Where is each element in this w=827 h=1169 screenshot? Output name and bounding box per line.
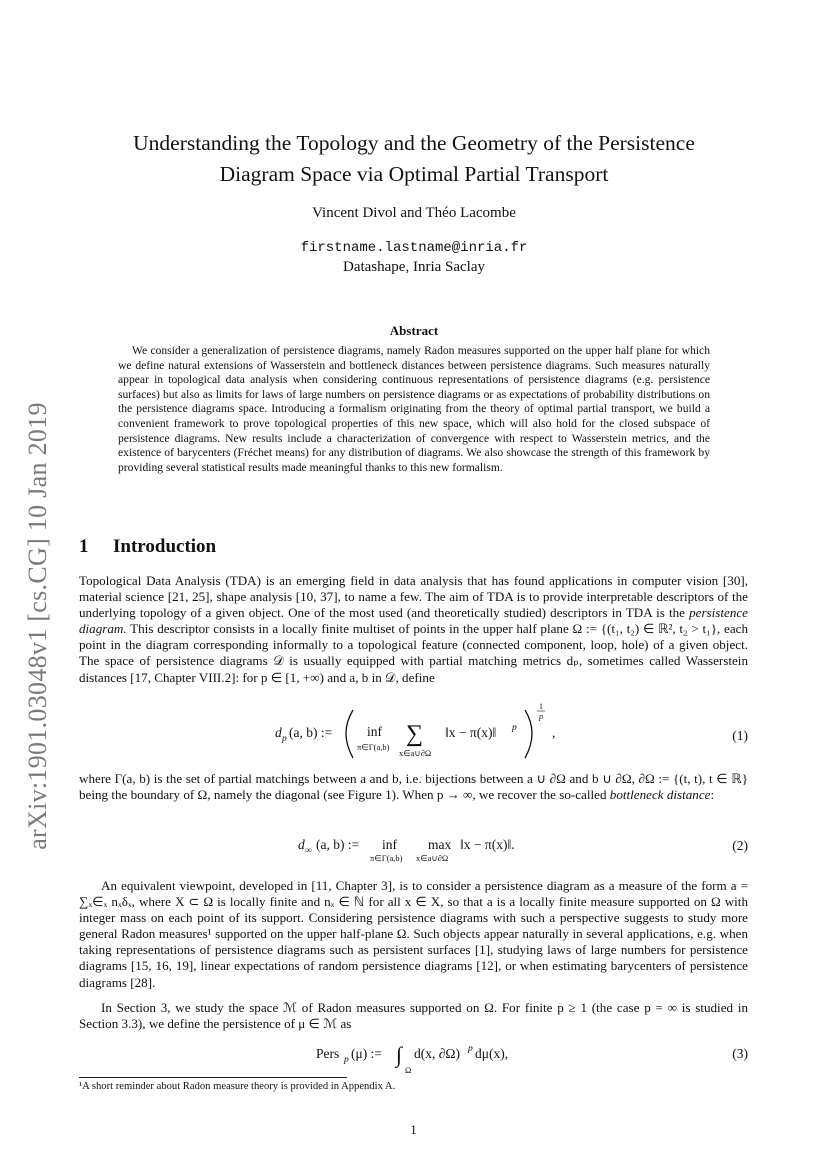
eq2-lhs-args: (a, b) := — [316, 837, 360, 852]
equation-3-number: (3) — [732, 1046, 748, 1061]
intro-paragraph-2 — [79, 771, 748, 803]
eq2-inf: inf — [382, 837, 397, 852]
eq1-lhs-sub: p — [282, 734, 287, 744]
bottleneck-distance-term: bottleneck distance — [609, 787, 711, 803]
eq2-body: ‖x − π(x)‖. — [460, 837, 515, 852]
eq1-lhs: d — [275, 725, 282, 740]
footnote-rule — [79, 1077, 347, 1078]
section-title: Introduction — [113, 536, 217, 557]
eq3-lhs-sub: p — [344, 1055, 349, 1065]
footnote-1: ¹A short reminder about Radon measure theory is provided in Appendix A. — [79, 1081, 396, 1092]
eq1-comma: , — [552, 725, 556, 740]
equation-3-formula — [316, 1040, 546, 1080]
equation-3 — [79, 1040, 748, 1080]
eq2-lhs-sub: ∞ — [305, 846, 312, 856]
eq1-power: p — [512, 723, 517, 733]
paragraph-1-text-a: Topological Data Analysis (TDA) is an emerging field in data analysis that has found applications in computer vision [30], material science [21, 25], shape analysis [10, 37], to name a few. The aim of TDA is to provide interpretable descriptors of the underlying topology of a given object. One of the most used (and theoretically studied) descriptors in TDA is the — [79, 573, 748, 621]
eq1-sum-sub: x∈a∪∂Ω — [399, 748, 432, 758]
equation-2-formula — [298, 834, 538, 866]
arxiv-identifier-text: arXiv:1901.03048v1 [cs.CG] 10 Jan 2019 — [23, 402, 53, 850]
eq1-left-paren — [346, 710, 353, 758]
author-list: Vincent Divol and Théo Lacombe — [312, 205, 516, 221]
eq3-power: p — [468, 1044, 473, 1054]
eq1-inf: inf — [367, 724, 382, 739]
paper-title — [80, 128, 748, 190]
eq1-outer-power-num: 1 — [539, 702, 543, 711]
eq3-body: d(x, ∂Ω) — [414, 1046, 460, 1061]
equation-2 — [79, 834, 748, 864]
equation-1 — [79, 700, 748, 770]
page-number: 1 — [410, 1122, 417, 1137]
arxiv-identifier-stamp — [18, 366, 58, 886]
intro-paragraph-3: An equivalent viewpoint, developed in [11, Chapter 3], is to consider a persistence diagram as a measure of the form a = ∑ₓ∈ₓ nₓδₓ, where X ⊂ Ω is locally finite and nₓ ∈ ℕ for all x ∈ X, so that a is a locally finite measure supported on Ω with integer mass on each point of its support. Considering persistence diagrams with such a perspective suggests to study more general Radon measures¹ supported on the upper half-plane Ω. Such objects appear naturally in several applications, e.g. when taking representations of persistence diagrams such as persistent surfaces [1], studying laws of large numbers for persistence diagrams [15, 16, 19], linear expectations of random persistence diagrams [12], or when estimating barycenters of persistence diagrams [28]. — [79, 878, 748, 990]
title-line-1: Understanding the Topology and the Geometry of the Persistence — [133, 131, 695, 155]
eq2-max-sub: x∈a∪∂Ω — [416, 853, 449, 863]
eq3-int-sub: Ω — [405, 1065, 412, 1075]
section-number: 1 — [79, 536, 89, 557]
author-affiliation: Datashape, Inria Saclay — [342, 259, 486, 275]
eq3-lhs-args: (μ) := — [351, 1046, 382, 1061]
paragraph-1-text-b: This descriptor consists in a locally finite multiset of points in the upper half plane Ω := {(t₁, t₂) ∈ ℝ², t₂ > t₁}, each point in the diagram corresponding informally to a topological feature (connected component, loop, hole) of a given object. The space of persistence diagrams 𝒟 is usually equipped with partial matching metrics dₚ, sometimes called Wasserstein distances [17, Chapter VIII.2]: for p ∈ [1, +∞) and a, b in 𝒟, define — [79, 621, 748, 685]
persistence-diagram-term: persistence diagram. — [79, 605, 748, 637]
eq1-lhs-args: (a, b) := — [289, 725, 333, 740]
eq1-sum-sign: ∑ — [406, 721, 424, 747]
paragraph-2-text-a: where Γ(a, b) is the set of partial matchings between a and b, i.e. bijections between a ∪ ∂Ω and b ∪ ∂Ω, ∂Ω := {(t, t), t ∈ ℝ} being the boundary of Ω, namely the diagonal (see Figure 1). When p → ∞, we recover the so-called — [79, 771, 748, 803]
abstract-heading: Abstract — [389, 323, 439, 338]
eq3-lhs: Pers — [316, 1046, 340, 1061]
eq1-outer-power-den: p — [539, 712, 543, 721]
eq1-inf-sub: π∈Γ(a,b) — [357, 742, 390, 752]
title-line-2: Diagram Space via Optimal Partial Transport — [219, 162, 609, 186]
eq2-max: max — [428, 837, 452, 852]
equation-2-number: (2) — [732, 838, 748, 853]
equation-1-formula — [275, 700, 565, 766]
eq2-lhs: d — [298, 837, 305, 852]
eq1-body: ‖x − π(x)‖ — [445, 725, 497, 740]
author-email: firstname.lastname@inria.fr — [300, 240, 528, 256]
eq3-rest: dμ(x), — [475, 1046, 509, 1061]
eq3-integral-sign: ∫ — [396, 1042, 403, 1067]
equation-1-number: (1) — [732, 728, 748, 743]
intro-paragraph-1 — [79, 573, 748, 686]
eq1-right-paren — [525, 710, 532, 758]
paragraph-2-text-b: : — [710, 787, 715, 803]
eq2-inf-sub: π∈Γ(a,b) — [370, 853, 403, 863]
abstract-text: We consider a generalization of persistence diagrams, namely Radon measures supported on the upper half plane for which we define natural extensions of Wasserstein and bottleneck distances between persistence diagrams. Such measures naturally appear in topological data analysis when considering continuous representations of persistence diagrams (e.g. persistence surfaces) but also as limits for laws of large numbers on persistence diagrams or as expectations of probability distributions on the persistence diagrams space. Introducing a formalism originating from the theory of optimal partial transport, we build a convenient framework to prove topological properties of this new space, which will also hold for the closed subspace of persistence diagrams. New results include a characterization of convergence with respect to Wasserstein metrics, and the existence of barycenters (Fréchet means) for any distribution of diagrams. We also showcase the strength of this framework by providing several statistical results made meaningful thanks to this new formalism. — [118, 344, 710, 474]
intro-paragraph-4: In Section 3, we study the space ℳ of Radon measures supported on Ω. For finite p ≥ 1 (the case p = ∞ is studied in Section 3.3), we define the persistence of μ ∈ ℳ as — [79, 1000, 748, 1032]
section-heading — [79, 536, 216, 558]
